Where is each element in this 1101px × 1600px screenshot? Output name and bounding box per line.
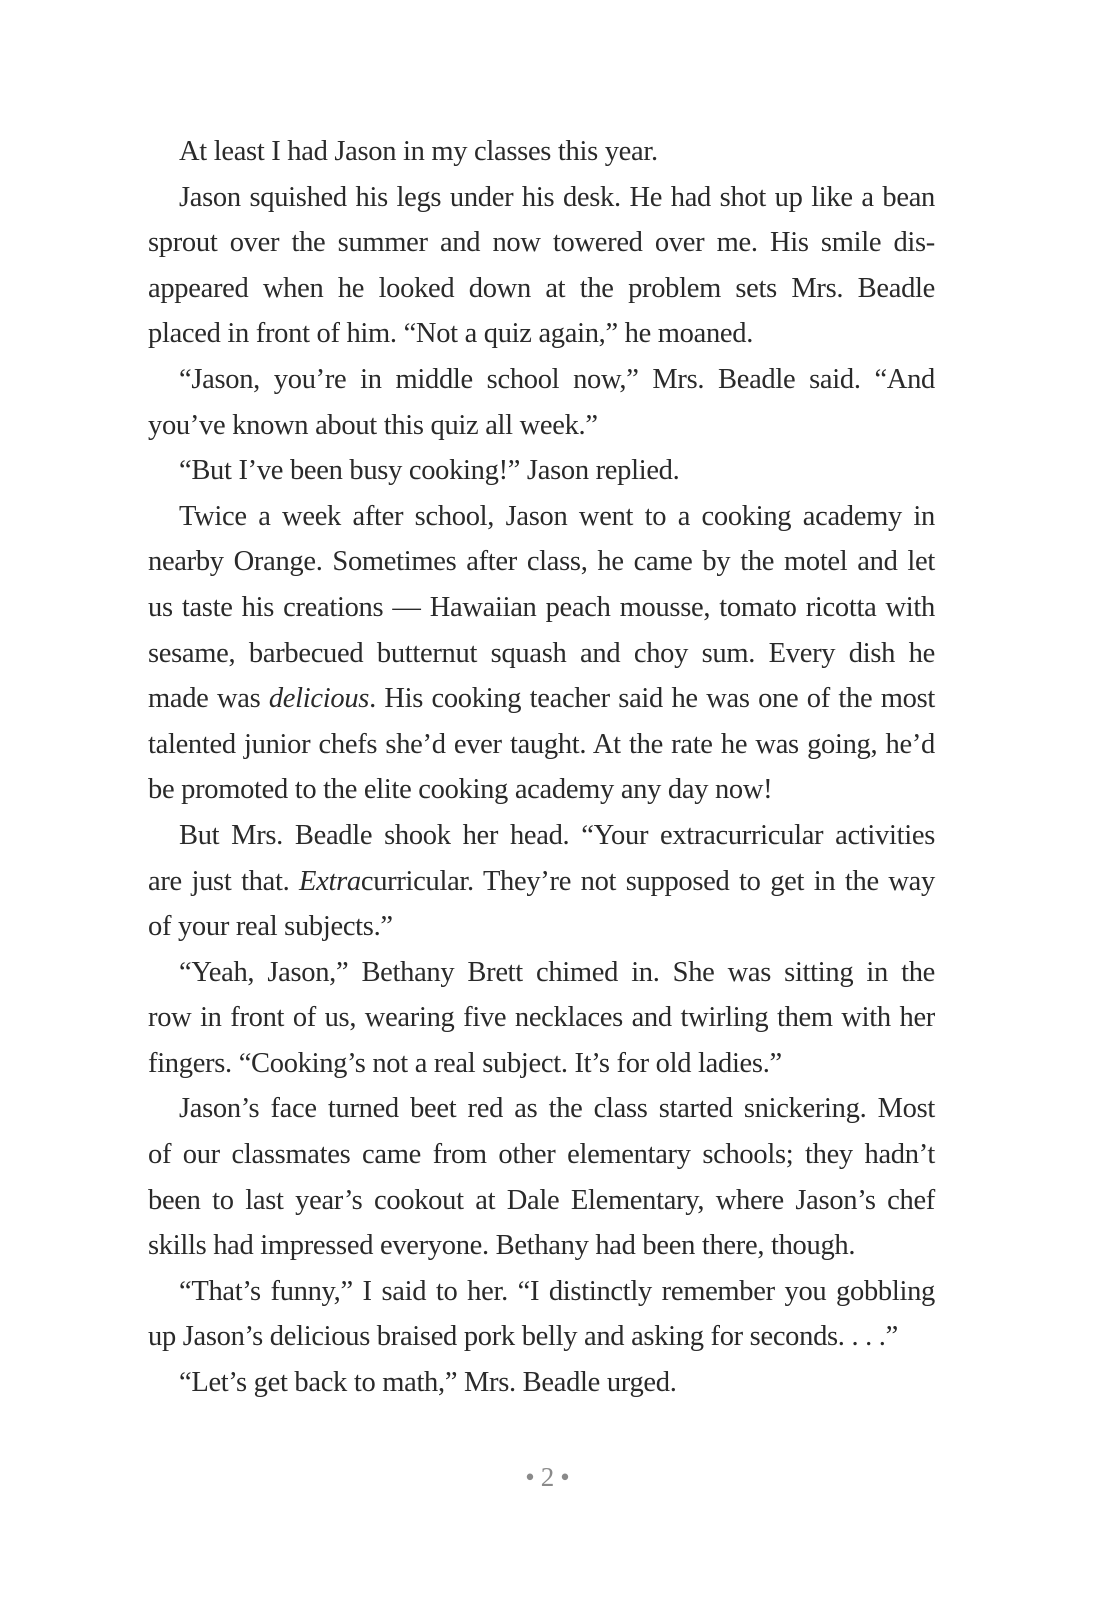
text-line	[148, 767, 935, 813]
text-line	[148, 676, 935, 722]
text-line	[148, 403, 935, 449]
paragraph	[148, 1360, 935, 1406]
text-line	[148, 266, 935, 312]
text-line	[148, 722, 935, 768]
text-line	[148, 175, 935, 221]
text-run: Jason squished his legs under his desk. He had shot up like a bean	[179, 181, 935, 213]
paragraph	[148, 1269, 935, 1360]
text-run: row in front of us, wearing five necklaces and twirling them with her	[148, 1002, 935, 1034]
text-line	[148, 813, 935, 859]
text-line	[148, 1360, 935, 1406]
text-run: “Jason, you’re in middle school now,” Mrs. Beadle said. “And	[179, 363, 935, 395]
text-line	[148, 631, 935, 677]
text-run: up Jason’s delicious braised pork belly and asking for seconds. . . .”	[148, 1321, 898, 1353]
text-run: of your real subjects.”	[148, 911, 393, 943]
paragraph	[148, 175, 935, 357]
text-run: . His cooking teacher said he was one of the most	[369, 683, 935, 715]
text-run: “Let’s get back to math,” Mrs. Beadle urged.	[179, 1367, 677, 1399]
text-run: But Mrs. Beadle shook her head. “Your extracurricular activities	[179, 819, 935, 851]
text-line	[148, 448, 935, 494]
italic-text: delicious	[268, 683, 370, 715]
text-line	[148, 1041, 935, 1087]
paragraph	[148, 494, 935, 813]
folio-ornament-left: •	[525, 1462, 541, 1492]
text-line	[148, 904, 935, 950]
text-run: fingers. “Cooking’s not a real subject. It’s for old ladies.”	[148, 1047, 782, 1079]
text-line	[148, 1314, 935, 1360]
text-line	[148, 1178, 935, 1224]
text-run: you’ve known about this quiz all week.”	[148, 409, 598, 441]
paragraph	[148, 813, 935, 950]
text-run: skills had impressed everyone. Bethany had been there, though.	[148, 1230, 856, 1262]
text-run: curricular. They’re not supposed to get in the way	[360, 865, 935, 897]
text-run: talented junior chefs she’d ever taught. At the rate he was going, he’d	[148, 728, 935, 760]
text-run: placed in front of him. “Not a quiz again,” he moaned.	[148, 318, 754, 350]
text-line	[148, 539, 935, 585]
text-run: made was	[148, 683, 269, 715]
text-line	[148, 1132, 935, 1178]
page-number-footer	[0, 1462, 1101, 1493]
body-text	[148, 129, 935, 1406]
text-run: “Yeah, Jason,” Bethany Brett chimed in. She was sitting in the	[179, 956, 935, 988]
text-line	[148, 995, 935, 1041]
text-run: are just that.	[148, 865, 300, 897]
text-run: appeared when he looked down at the problem sets Mrs. Beadle	[148, 272, 935, 304]
text-run: of our classmates came from other elementary schools; they hadn’t	[148, 1139, 935, 1171]
text-line	[148, 1269, 935, 1315]
text-run: us taste his creations — Hawaiian peach mousse, tomato ricotta with	[148, 591, 935, 623]
text-line	[148, 311, 935, 357]
italic-text: Extra	[299, 865, 361, 897]
text-line	[148, 950, 935, 996]
text-line	[148, 220, 935, 266]
paragraph	[148, 1086, 935, 1268]
paragraph	[148, 950, 935, 1087]
page-number: 2	[540, 1462, 561, 1492]
text-line	[148, 1086, 935, 1132]
text-line	[148, 357, 935, 403]
text-run: “That’s funny,” I said to her. “I distinctly remember you gobbling	[179, 1275, 935, 1307]
paragraph	[148, 357, 935, 448]
text-run: “But I’ve been busy cooking!” Jason replied.	[179, 455, 680, 487]
text-line	[148, 494, 935, 540]
text-run: Jason’s face turned beet red as the class started snickering. Most	[179, 1093, 935, 1125]
text-run: sesame, barbecued butternut squash and choy sum. Every dish he	[148, 637, 935, 669]
text-run: At least I had Jason in my classes this year.	[179, 136, 658, 167]
text-run: Twice a week after school, Jason went to a cooking academy in	[179, 500, 935, 532]
text-run: nearby Orange. Sometimes after class, he came by the motel and let	[148, 546, 935, 578]
text-line	[148, 1223, 935, 1269]
text-run: sprout over the summer and now towered over me. His smile dis-	[148, 227, 935, 259]
text-line	[148, 585, 935, 631]
text-line	[148, 859, 935, 905]
paragraph	[148, 129, 935, 175]
text-line	[148, 129, 935, 175]
folio-ornament-right: •	[560, 1462, 576, 1492]
text-run: be promoted to the elite cooking academy any day now!	[148, 774, 773, 806]
text-run: been to last year’s cookout at Dale Elementary, where Jason’s chef	[148, 1184, 935, 1216]
paragraph	[148, 448, 935, 494]
